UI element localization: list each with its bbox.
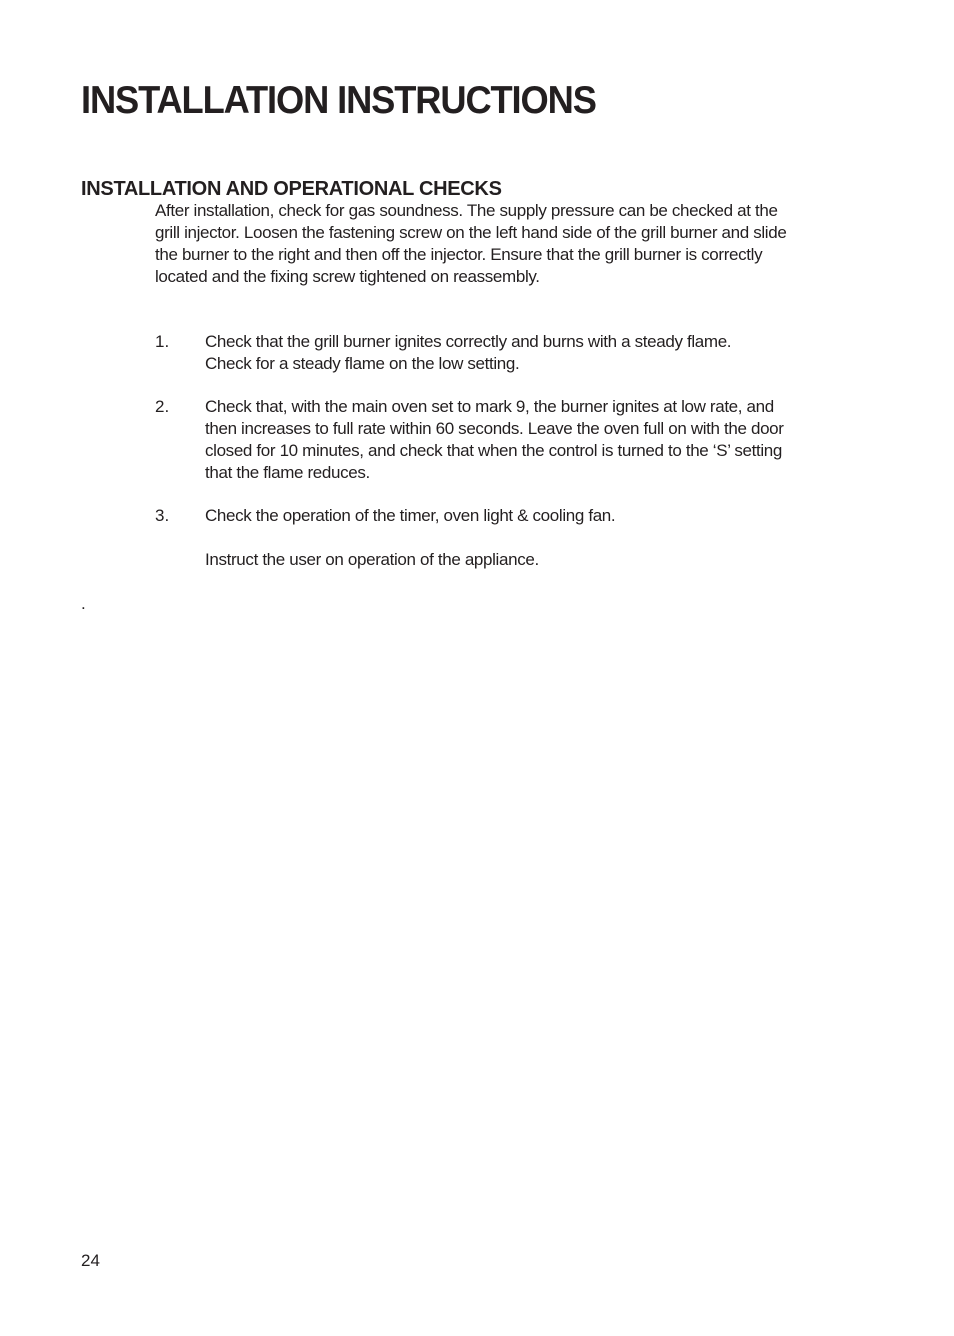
- item-number: 1.: [155, 332, 170, 351]
- item-number: 3.: [155, 506, 170, 525]
- item-number: 2.: [155, 397, 170, 416]
- item-line: closed for 10 minutes, and check that when the control is turned to the ‘S’ setting: [205, 441, 782, 460]
- intro-line: the burner to the right and then off the injector. Ensure that the grill burner is correctly: [155, 245, 763, 264]
- item-line: Check for a steady flame on the low setting.: [205, 354, 520, 373]
- closing-instruction: Instruct the user on operation of the appliance.: [205, 550, 539, 569]
- page-number: 24: [81, 1251, 100, 1270]
- item-line: that the flame reduces.: [205, 463, 370, 482]
- intro-line: located and the fixing screw tightened on reassembly.: [155, 267, 540, 286]
- item-line: Check the operation of the timer, oven light & cooling fan.: [205, 506, 616, 525]
- section-heading: INSTALLATION AND OPERATIONAL CHECKS: [81, 178, 502, 200]
- page-title: INSTALLATION INSTRUCTIONS: [81, 79, 596, 122]
- item-line: Check that the grill burner ignites correctly and burns with a steady flame.: [205, 332, 732, 351]
- item-line: then increases to full rate within 60 seconds. Leave the oven full on with the door: [205, 419, 784, 438]
- stray-dot: .: [81, 594, 86, 613]
- intro-line: grill injector. Loosen the fastening screw on the left hand side of the grill burner and slide: [155, 223, 787, 242]
- item-line: Check that, with the main oven set to mark 9, the burner ignites at low rate, and: [205, 397, 774, 416]
- intro-line: After installation, check for gas soundness. The supply pressure can be checked at the: [155, 201, 778, 220]
